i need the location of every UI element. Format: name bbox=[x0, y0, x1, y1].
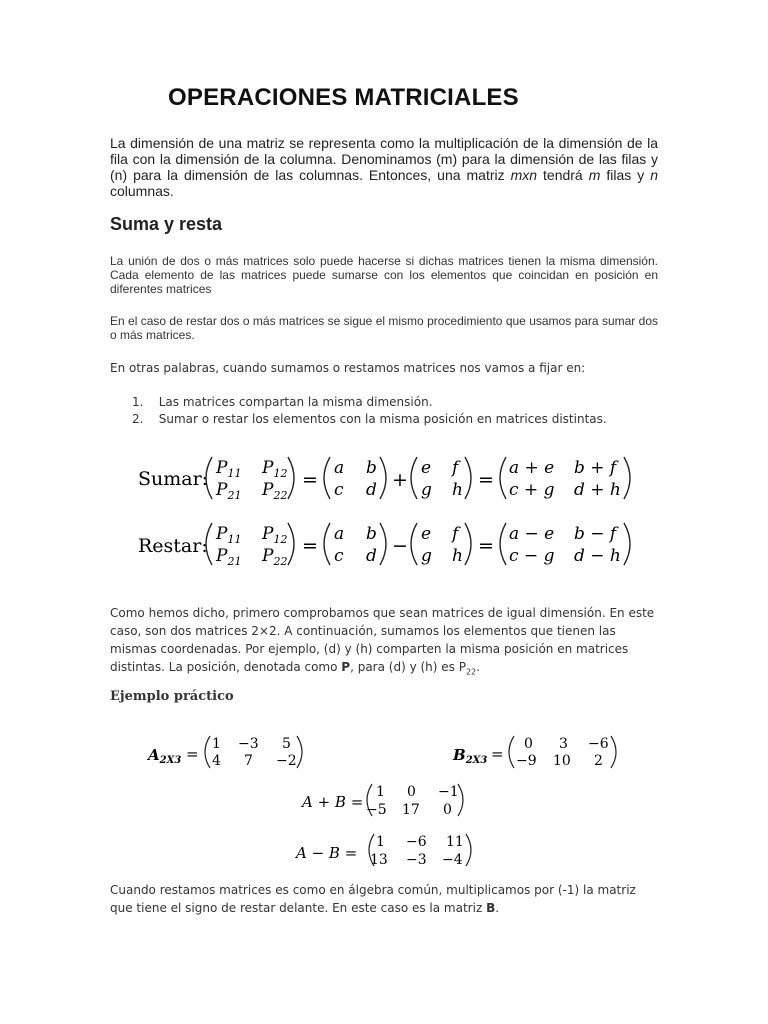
svg-text:A2X3 bbox=[146, 746, 181, 766]
section-heading-suma-resta: Suma y resta bbox=[110, 214, 223, 234]
list-item-number: 1. bbox=[132, 395, 144, 409]
p21-sub: 21 bbox=[227, 555, 242, 568]
restar-label: Restar: bbox=[138, 535, 208, 557]
p11-letter: P bbox=[216, 524, 228, 544]
cell-b: b bbox=[366, 524, 377, 544]
sum-r2c2: d + h bbox=[574, 480, 621, 500]
p22-letter: P bbox=[262, 480, 274, 500]
p21-letter: P bbox=[216, 546, 228, 566]
cell-g: g bbox=[421, 546, 432, 566]
sub-r2c1: c − g bbox=[509, 546, 555, 566]
svg-text:P12 bbox=[261, 524, 287, 546]
cell-d: d bbox=[366, 480, 377, 500]
p12-letter: P bbox=[262, 524, 274, 544]
list-item bbox=[132, 394, 607, 411]
para4-text-c: . bbox=[476, 660, 480, 674]
p11-sub: 11 bbox=[227, 533, 242, 546]
cell-a: a bbox=[334, 524, 345, 544]
cell-h: h bbox=[452, 480, 463, 500]
intro-mxn: mxn bbox=[510, 167, 538, 183]
p21-letter: P bbox=[216, 480, 228, 500]
equals-sign: = bbox=[491, 745, 504, 763]
plus-sign: + bbox=[392, 469, 408, 491]
p21-sub: 21 bbox=[227, 489, 242, 502]
list-item bbox=[132, 411, 607, 428]
sum-cell: −1 bbox=[438, 784, 459, 800]
equals-sign: = bbox=[186, 745, 199, 763]
p22-letter: P bbox=[262, 546, 274, 566]
sub-r1c2: b − f bbox=[574, 524, 617, 544]
sum-cell: 17 bbox=[402, 802, 420, 818]
matrix-b-cell: −6 bbox=[588, 736, 609, 752]
diff-cell: 13 bbox=[370, 852, 388, 868]
matrix-a-sub: 2X3 bbox=[159, 755, 182, 766]
sub-r2c2: d − h bbox=[574, 546, 621, 566]
matrix-b-cell: −9 bbox=[516, 753, 537, 769]
list-item-text: Sumar o restar los elementos con la misma posición en matrices distintas. bbox=[158, 412, 607, 426]
diff-cell: −4 bbox=[442, 852, 463, 868]
example-matrices bbox=[140, 728, 640, 878]
para4-p-bold: P bbox=[341, 660, 351, 674]
sum-r1c1: a + e bbox=[509, 458, 555, 478]
equals-sign: = bbox=[302, 535, 318, 557]
diff-cell: 1 bbox=[376, 834, 385, 850]
para5-b-bold: B bbox=[486, 901, 496, 915]
rules-list bbox=[132, 394, 607, 428]
list-item-text: Las matrices compartan la misma dimensión. bbox=[158, 395, 433, 409]
sub-r1c1: a − e bbox=[509, 524, 555, 544]
sumar-label: Sumar: bbox=[138, 468, 209, 490]
sum-cell: −5 bbox=[366, 802, 387, 818]
sum-cell: 0 bbox=[407, 784, 416, 800]
list-item-number: 2. bbox=[132, 412, 144, 426]
svg-text:P21 bbox=[215, 480, 241, 502]
matrix-b-label: B bbox=[453, 746, 466, 764]
sum-cell: 1 bbox=[376, 784, 385, 800]
paragraph-restar: En el caso de restar dos o más matrices se sigue el mismo procedimiento que usamos para sumar dos o más matrices. bbox=[110, 314, 658, 342]
matrix-a-cell: 7 bbox=[244, 753, 253, 769]
sum-cell: 0 bbox=[443, 802, 452, 818]
matrix-b-sub: 2X3 bbox=[465, 755, 488, 766]
paragraph-cuando-restamos bbox=[110, 881, 658, 917]
diff-cell: −3 bbox=[406, 852, 427, 868]
equals-sign: = bbox=[302, 469, 318, 491]
paragraph-union: La unión de dos o más matrices solo puede hacerse si dichas matrices tienen la misma dimensión. Cada elemento de las matrices puede sumarse con los elementos que coincidan en posición en diferentes matrices bbox=[110, 254, 658, 296]
intro-text-d: columnas. bbox=[110, 183, 174, 199]
equals-sign: = bbox=[478, 535, 494, 557]
svg-text:P11 bbox=[215, 524, 241, 546]
cell-f: f bbox=[452, 524, 459, 544]
sum-r1c2: b + f bbox=[574, 458, 617, 478]
matrix-b-cell: 10 bbox=[553, 753, 571, 769]
intro-paragraph bbox=[110, 135, 658, 199]
para4-text-b: , para (d) y (h) es P bbox=[350, 660, 466, 674]
intro-n: n bbox=[650, 167, 658, 183]
cell-f: f bbox=[452, 458, 459, 478]
paragraph-otras-palabras: En otras palabras, cuando sumamos o restamos matrices nos vamos a fijar en: bbox=[110, 361, 586, 375]
cell-c: c bbox=[334, 480, 344, 500]
diff-label: A − B = bbox=[296, 844, 358, 862]
sum-r2c1: c + g bbox=[509, 480, 555, 500]
cell-b: b bbox=[366, 458, 377, 478]
cell-h: h bbox=[452, 546, 463, 566]
matrix-a-cell: 5 bbox=[282, 736, 291, 752]
minus-sign: − bbox=[392, 535, 408, 557]
sum-label: A + B = bbox=[302, 793, 364, 811]
para4-subscript: 22 bbox=[465, 667, 477, 677]
paragraph-como-hemos-dicho bbox=[110, 604, 658, 681]
p22-sub: 22 bbox=[273, 489, 288, 502]
diff-cell: 11 bbox=[446, 834, 464, 850]
para5-text-b: . bbox=[495, 901, 500, 915]
p22-sub: 22 bbox=[273, 555, 288, 568]
example-heading: Ejemplo práctico bbox=[110, 689, 234, 704]
p11-letter: P bbox=[216, 458, 228, 478]
p11-sub: 11 bbox=[227, 467, 242, 480]
svg-text:P22 bbox=[261, 546, 287, 568]
diff-cell: −6 bbox=[406, 834, 427, 850]
para5-text-a: Cuando restamos matrices es como en álgebra común, multiplicamos por (-1) la matriz que tiene el signo de restar delante. En este caso es la matriz bbox=[110, 883, 636, 915]
p12-sub: 12 bbox=[273, 467, 288, 480]
para4-text-a: Como hemos dicho, primero comprobamos que sean matrices de igual dimensión. En este caso, son dos matrices 2×2. A continuación, sumamos los elementos que tienen las mismas coordenadas. Por ejemplo, (d) y (h) comparten la misma posición en matrices distintas. La posición, denotada como bbox=[110, 606, 655, 674]
equals-sign: = bbox=[478, 469, 494, 491]
intro-text-a: La dimensión de una matriz se representa como la multiplicación de la dimensión de la fila con la dimensión de la columna. Denominamos (m) para la dimensión de las filas y (n) para la dimensión de las columnas. Entonces, una matriz bbox=[110, 135, 658, 183]
intro-m: m bbox=[588, 167, 601, 183]
cell-e: e bbox=[421, 458, 432, 478]
svg-text:P21 bbox=[215, 546, 241, 568]
cell-a: a bbox=[334, 458, 345, 478]
cell-e: e bbox=[421, 524, 432, 544]
matrix-b-cell: 3 bbox=[559, 736, 568, 752]
p12-letter: P bbox=[262, 458, 274, 478]
matrix-a-cell: −3 bbox=[238, 736, 259, 752]
matrix-b-cell: 2 bbox=[594, 753, 603, 769]
cell-g: g bbox=[421, 480, 432, 500]
sum-subtract-formulas bbox=[130, 445, 650, 575]
svg-text:P22 bbox=[261, 480, 287, 502]
svg-text:P12 bbox=[261, 458, 287, 480]
matrix-a-cell: 4 bbox=[212, 753, 221, 769]
svg-text:P11 bbox=[215, 458, 241, 480]
svg-text:B2X3 bbox=[452, 746, 487, 766]
paren-right bbox=[288, 457, 294, 499]
intro-text-c: filas y bbox=[600, 167, 651, 183]
matrix-a-cell: −2 bbox=[276, 753, 297, 769]
cell-d: d bbox=[366, 546, 377, 566]
matrix-a-cell: 1 bbox=[212, 736, 221, 752]
page-title: OPERACIONES MATRICIALES bbox=[168, 84, 519, 111]
intro-text-b: tendrá bbox=[537, 167, 589, 183]
cell-c: c bbox=[334, 546, 344, 566]
matrix-a-label: A bbox=[148, 746, 160, 764]
p12-sub: 12 bbox=[273, 533, 288, 546]
matrix-b-cell: 0 bbox=[524, 736, 533, 752]
